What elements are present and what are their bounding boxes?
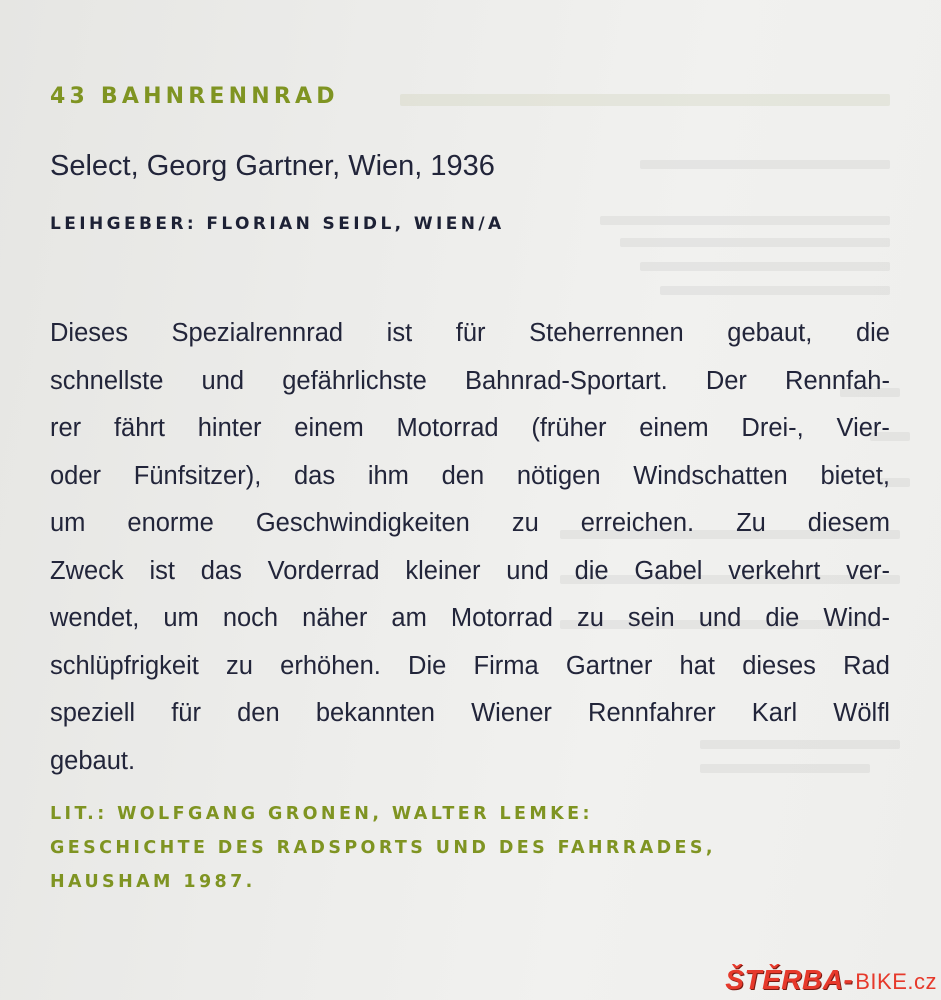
description-word: Die bbox=[408, 651, 447, 680]
description-word: und bbox=[201, 366, 245, 395]
description-word: hinter bbox=[197, 414, 262, 442]
description-word: am bbox=[391, 604, 427, 632]
literature-line: GESCHICHTE DES RADSPORTS UND DES FAHRRADES, bbox=[50, 838, 716, 858]
literature-line: HAUSHAM 1987. bbox=[50, 872, 256, 892]
description-word: die bbox=[855, 319, 890, 347]
description-word: die bbox=[574, 556, 609, 585]
description-line: gebaut. bbox=[50, 746, 136, 775]
description-word: gebaut, bbox=[727, 319, 813, 347]
description-word: zu bbox=[511, 509, 539, 537]
description-word: speziell bbox=[50, 699, 136, 727]
description-paragraph bbox=[50, 310, 890, 785]
description-word: fährt bbox=[113, 414, 165, 442]
description-word: erhöhen. bbox=[280, 651, 381, 680]
description-line bbox=[50, 548, 890, 596]
description-word: und bbox=[506, 556, 549, 585]
description-word: nötigen bbox=[516, 461, 601, 490]
description-word: für bbox=[171, 699, 201, 727]
description-word: hat bbox=[679, 651, 715, 680]
description-word: ist bbox=[149, 556, 175, 585]
description-word: schnellste bbox=[50, 366, 164, 395]
description-line bbox=[50, 405, 890, 453]
description-word: das bbox=[293, 461, 336, 490]
description-word: Motorrad bbox=[450, 604, 553, 632]
description-word: Gartner bbox=[565, 651, 653, 680]
description-word: noch bbox=[222, 604, 279, 632]
description-word: schlüpfrigkeit bbox=[50, 651, 199, 680]
description-word: ist bbox=[386, 319, 413, 347]
description-word: erreichen. bbox=[580, 509, 695, 537]
description-word: zu bbox=[226, 651, 253, 680]
description-word: Vier- bbox=[836, 414, 890, 442]
description-word: und bbox=[698, 604, 742, 632]
literature-line: LIT.: WOLFGANG GRONEN, WALTER LEMKE: bbox=[50, 804, 593, 824]
watermark-suffix: BIKE.cz bbox=[855, 969, 937, 994]
description-word: bekannten bbox=[315, 699, 435, 727]
description-word: kleiner bbox=[405, 556, 481, 585]
exhibit-heading: 43 BAHNRENNRAD bbox=[50, 84, 339, 109]
description-word: Rad bbox=[843, 651, 890, 680]
description-word: Spezialrennrad bbox=[171, 319, 344, 347]
description-word: um bbox=[163, 604, 199, 632]
description-word: näher bbox=[302, 604, 368, 632]
site-watermark bbox=[725, 964, 937, 996]
description-word: einem bbox=[639, 414, 709, 442]
description-word: sein bbox=[627, 604, 675, 632]
description-word: Wölfl bbox=[833, 699, 890, 727]
description-word: enorme bbox=[127, 509, 214, 537]
description-word: rer bbox=[50, 414, 82, 442]
description-word: oder bbox=[50, 461, 102, 490]
description-word: Wiener bbox=[471, 699, 552, 727]
description-word: Rennfahrer bbox=[588, 699, 716, 727]
description-word: das bbox=[200, 556, 242, 585]
description-line bbox=[50, 310, 890, 358]
watermark-brand: ŠTĚRBA- bbox=[725, 964, 854, 995]
description-word: diesem bbox=[807, 509, 890, 537]
description-word: einem bbox=[294, 414, 364, 442]
description-word: Zweck bbox=[50, 556, 124, 585]
description-word: Drei-, bbox=[741, 414, 804, 442]
description-word: wendet, bbox=[50, 604, 140, 632]
description-word: Windschatten bbox=[633, 461, 788, 490]
description-word: Fünfsitzer), bbox=[133, 461, 262, 490]
description-word: Dieses bbox=[50, 319, 128, 347]
description-word: bietet, bbox=[820, 461, 890, 490]
description-line bbox=[50, 453, 890, 501]
description-word: Karl bbox=[751, 699, 798, 727]
description-word: Wind- bbox=[823, 604, 890, 632]
description-line bbox=[50, 500, 890, 548]
exhibit-subtitle: Select, Georg Gartner, Wien, 1936 bbox=[50, 150, 495, 182]
description-word: gefährlichste bbox=[282, 366, 427, 395]
description-word: Firma bbox=[473, 651, 539, 680]
description-word: Motorrad bbox=[396, 414, 499, 442]
description-word: den bbox=[441, 461, 485, 490]
description-line bbox=[50, 358, 890, 406]
description-word: ver- bbox=[846, 556, 890, 585]
description-word: für bbox=[455, 319, 486, 347]
description-word: verkehrt bbox=[728, 556, 821, 585]
description-word: Gabel bbox=[634, 556, 703, 585]
description-word: zu bbox=[576, 604, 604, 632]
description-word: die bbox=[765, 604, 800, 632]
description-word: Der bbox=[705, 366, 747, 395]
description-word: dieses bbox=[742, 651, 816, 680]
lender-credit: LEIHGEBER: FLORIAN SEIDL, WIEN/A bbox=[50, 214, 505, 234]
description-word: Geschwindigkeiten bbox=[255, 509, 470, 537]
description-line bbox=[50, 690, 890, 738]
description-line bbox=[50, 643, 890, 691]
description-word: ihm bbox=[367, 461, 409, 490]
description-word: Vorderrad bbox=[267, 556, 380, 585]
description-word: Steherrennen bbox=[529, 319, 684, 347]
description-word: um bbox=[50, 509, 86, 537]
description-word: (früher bbox=[531, 414, 607, 442]
description-word: Rennfah- bbox=[785, 366, 890, 395]
description-word: Bahnrad-Sportart. bbox=[464, 366, 668, 395]
description-line bbox=[50, 595, 890, 643]
literature-reference bbox=[50, 797, 716, 899]
description-word: Zu bbox=[736, 509, 766, 537]
description-word: den bbox=[237, 699, 280, 727]
